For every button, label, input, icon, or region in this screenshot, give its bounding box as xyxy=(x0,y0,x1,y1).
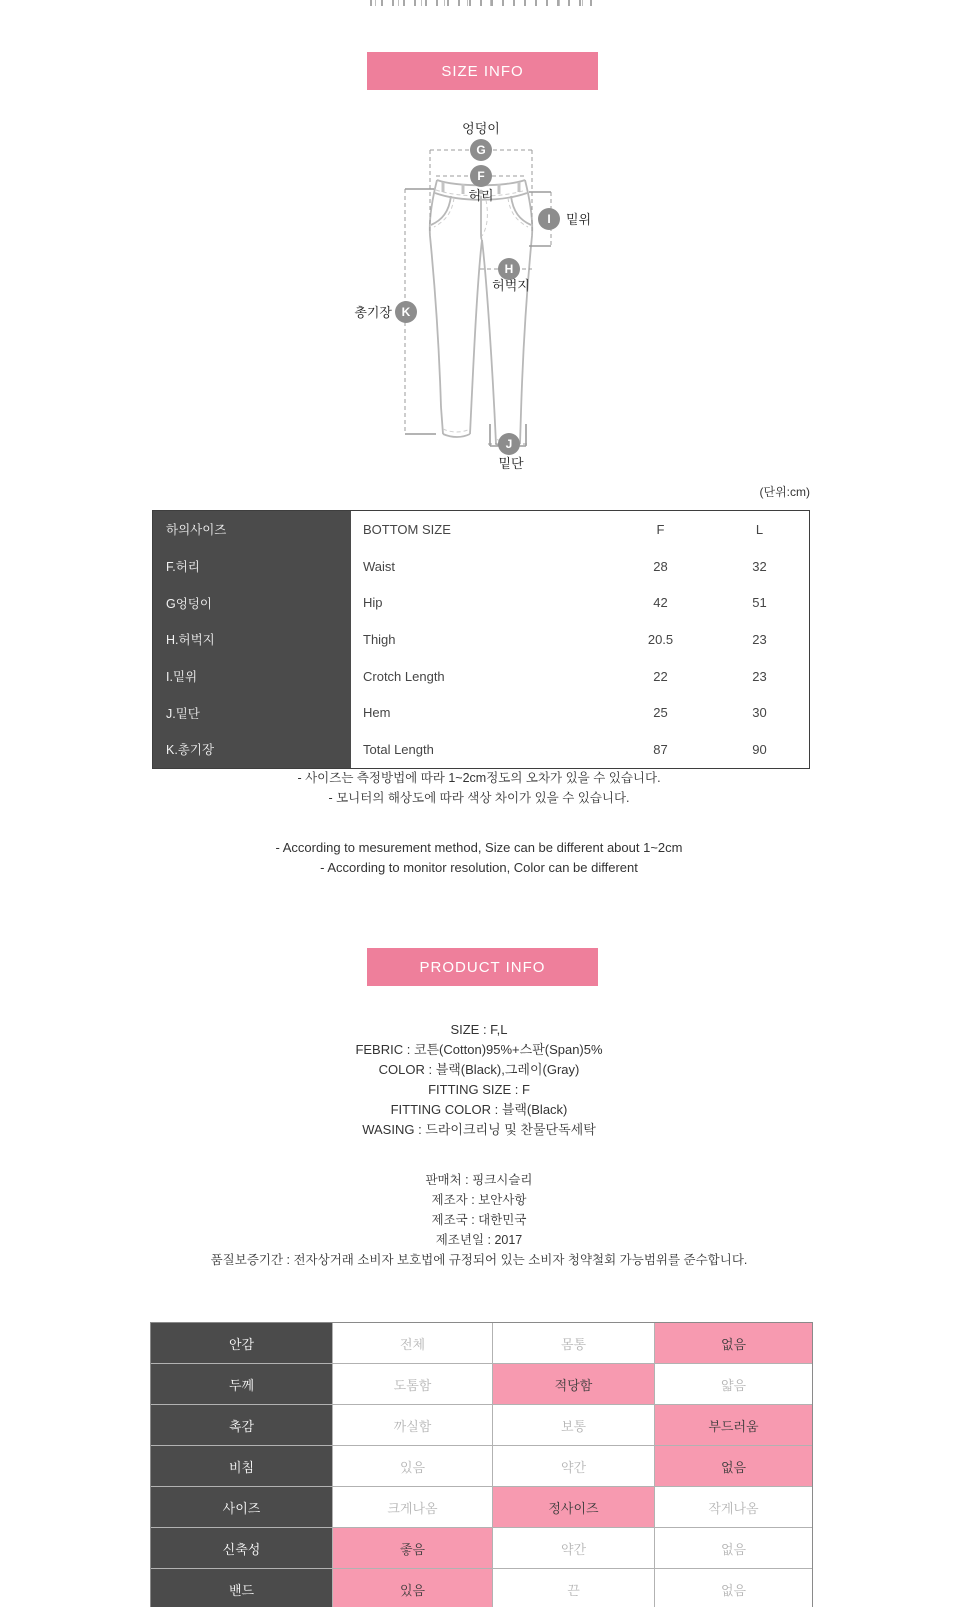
size-header-l: L xyxy=(755,521,764,537)
attr-option-selected: 없음 xyxy=(654,1323,812,1363)
attr-option: 약간 xyxy=(492,1528,654,1568)
attr-option-selected: 적당함 xyxy=(492,1364,654,1404)
attr-row-sheerness xyxy=(151,1445,812,1486)
row-value-l: 23 xyxy=(752,631,767,647)
size-table xyxy=(152,510,810,769)
attr-option-selected: 정사이즈 xyxy=(492,1487,654,1527)
spec-washing: WASING : 드라이크리닝 및 찬물단독세탁 xyxy=(362,1122,596,1137)
attr-option: 끈 xyxy=(492,1569,654,1607)
product-spec-lines xyxy=(0,1020,958,1140)
attr-row-thickness xyxy=(151,1363,812,1404)
note-line: - According to monitor resolution, Color can be different xyxy=(320,860,638,875)
attr-label: 밴드 xyxy=(151,1569,332,1607)
marker-letter-k: K xyxy=(401,305,411,319)
size-table-row xyxy=(153,621,809,658)
row-value-l: 90 xyxy=(752,741,767,757)
label-waist: 허리 xyxy=(468,188,494,203)
attr-label: 두께 xyxy=(151,1364,332,1404)
label-thigh: 허벅지 xyxy=(492,278,530,293)
row-value-l: 32 xyxy=(752,558,767,574)
row-label-kr: I.밑위 xyxy=(153,658,351,695)
marker-letter-i: I xyxy=(547,212,551,226)
attr-label: 촉감 xyxy=(151,1405,332,1445)
maker-warranty: 품질보증기간 : 전자상거래 소비자 보호법에 규정되어 있는 소비자 청약철회 가능범위를 준수합니다. xyxy=(210,1253,748,1267)
attr-option: 얇음 xyxy=(654,1364,812,1404)
size-header-en: BOTTOM SIZE xyxy=(363,521,451,537)
size-header-kr: 하의사이즈 xyxy=(153,511,351,548)
attr-option: 없음 xyxy=(654,1528,812,1568)
attr-option: 작게나옴 xyxy=(654,1487,812,1527)
row-label-kr: K.총기장 xyxy=(153,731,351,768)
maker-country: 제조국 : 대한민국 xyxy=(431,1213,527,1227)
pants-size-diagram xyxy=(330,112,650,472)
attr-label: 비침 xyxy=(151,1446,332,1486)
row-label-en: Waist xyxy=(363,558,396,574)
marker-letter-g: G xyxy=(476,143,486,157)
attr-label: 사이즈 xyxy=(151,1487,332,1527)
size-table-row xyxy=(153,694,809,731)
note-line: - According to mesurement method, Size can be different about 1~2cm xyxy=(275,840,683,855)
note-line: - 사이즈는 측정방법에 따라 1~2cm정도의 오차가 있을 수 있습니다. xyxy=(297,771,661,785)
row-value-f: 20.5 xyxy=(647,631,674,647)
maker-seller: 판매처 : 핑크시슬리 xyxy=(425,1173,533,1187)
maker-manufacturer: 제조자 : 보안사항 xyxy=(431,1193,527,1207)
row-value-l: 51 xyxy=(752,595,767,611)
label-hip: 엉덩이 xyxy=(462,121,500,136)
attr-option: 크게나옴 xyxy=(332,1487,492,1527)
spec-fitting-size: FITTING SIZE : F xyxy=(428,1082,530,1097)
attr-row-size-fit xyxy=(151,1486,812,1527)
row-value-l: 30 xyxy=(752,705,767,721)
marker-letter-f: F xyxy=(477,169,485,183)
size-table-row xyxy=(153,658,809,695)
attr-row-stretch xyxy=(151,1527,812,1568)
spec-fabric: FEBRIC : 코튼(Cotton)95%+스판(Span)5% xyxy=(355,1042,603,1057)
row-value-f: 87 xyxy=(653,741,668,757)
maker-year: 제조년일 : 2017 xyxy=(435,1233,523,1247)
size-table-row xyxy=(153,731,809,768)
marker-letter-j: J xyxy=(505,437,513,451)
attr-option-selected: 부드러움 xyxy=(654,1405,812,1445)
attr-label: 안감 xyxy=(151,1323,332,1363)
row-value-l: 23 xyxy=(752,668,767,684)
row-label-kr: F.허리 xyxy=(153,548,351,585)
label-hem: 밑단 xyxy=(498,456,524,471)
size-header-f: F xyxy=(656,521,665,537)
size-table-row xyxy=(153,584,809,621)
attr-option: 보통 xyxy=(492,1405,654,1445)
size-notes-english xyxy=(0,838,958,878)
size-table-header-row xyxy=(153,511,809,548)
row-label-en: Thigh xyxy=(363,631,396,647)
attr-label: 신축성 xyxy=(151,1528,332,1568)
row-label-kr: G엉덩이 xyxy=(153,584,351,621)
cropped-text-remnant xyxy=(370,0,596,6)
attr-option-selected: 있음 xyxy=(332,1569,492,1607)
row-value-f: 22 xyxy=(653,668,668,684)
attr-option: 까실함 xyxy=(332,1405,492,1445)
marker-letter-h: H xyxy=(504,262,514,276)
row-label-kr: J.밑단 xyxy=(153,694,351,731)
product-info-banner-label: PRODUCT INFO xyxy=(419,958,546,976)
row-value-f: 25 xyxy=(653,705,668,721)
spec-fitting-color: FITTING COLOR : 블랙(Black) xyxy=(390,1102,568,1117)
attr-row-band xyxy=(151,1568,812,1607)
row-label-kr: H.허벅지 xyxy=(153,621,351,658)
size-notes-korean xyxy=(0,768,958,808)
attr-option: 약간 xyxy=(492,1446,654,1486)
attr-option: 도톰함 xyxy=(332,1364,492,1404)
row-label-en: Crotch Length xyxy=(363,668,445,684)
unit-note: (단위:cm) xyxy=(759,485,810,499)
row-label-en: Hem xyxy=(363,705,391,721)
attr-row-texture xyxy=(151,1404,812,1445)
row-label-en: Hip xyxy=(363,595,383,611)
attribute-table xyxy=(150,1322,813,1607)
attr-option: 전체 xyxy=(332,1323,492,1363)
size-info-banner xyxy=(367,52,598,90)
attr-option: 없음 xyxy=(654,1569,812,1607)
attr-option-selected: 없음 xyxy=(654,1446,812,1486)
attr-option: 있음 xyxy=(332,1446,492,1486)
attr-option-selected: 좋음 xyxy=(332,1528,492,1568)
size-table-row xyxy=(153,548,809,585)
spec-color: COLOR : 블랙(Black),그레이(Gray) xyxy=(378,1062,580,1077)
row-value-f: 28 xyxy=(653,558,668,574)
size-info-banner-label: SIZE INFO xyxy=(441,62,524,80)
attr-row-lining xyxy=(151,1323,812,1363)
product-info-banner xyxy=(367,948,598,986)
label-crotch: 밑위 xyxy=(566,212,592,227)
row-value-f: 42 xyxy=(653,595,668,611)
note-line: - 모니터의 해상도에 따라 색상 차이가 있을 수 있습니다. xyxy=(328,791,630,805)
row-label-en: Total Length xyxy=(363,741,434,757)
label-total: 총기장 xyxy=(354,305,392,320)
spec-size: SIZE : F,L xyxy=(450,1022,508,1037)
maker-info-lines xyxy=(0,1170,958,1270)
attr-option: 몸통 xyxy=(492,1323,654,1363)
